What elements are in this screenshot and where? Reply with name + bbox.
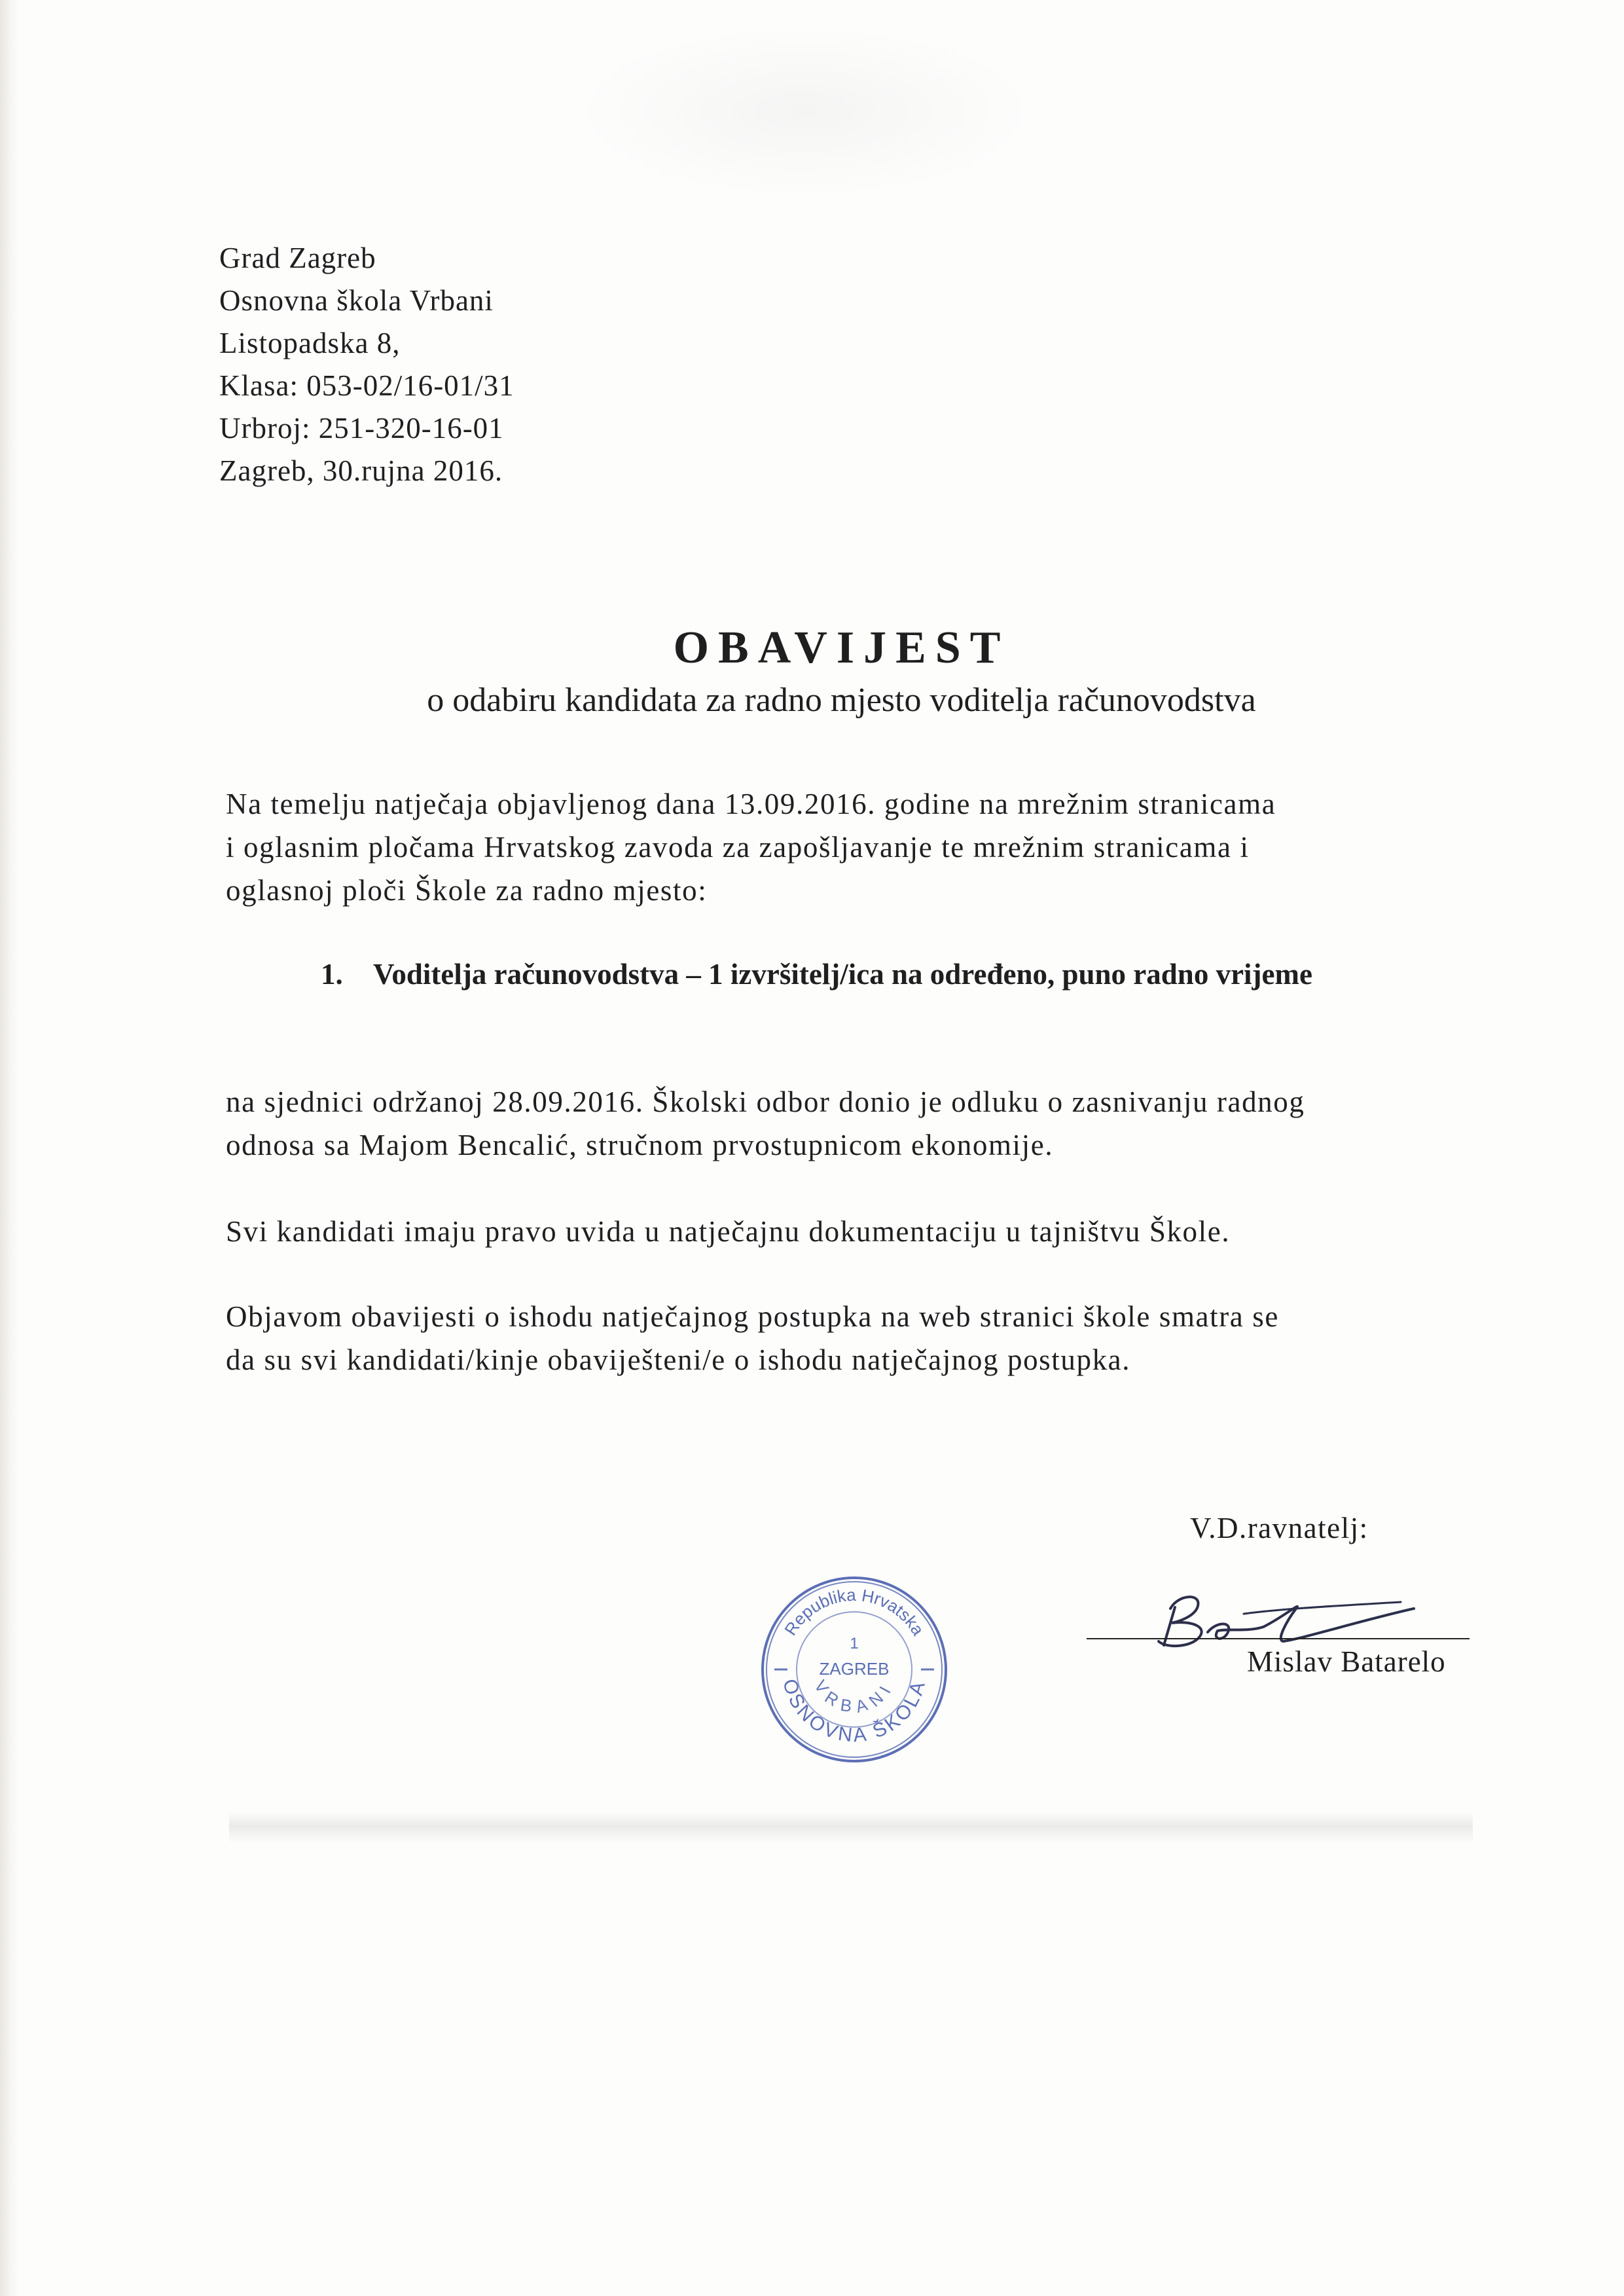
letterhead bbox=[219, 237, 514, 492]
school-stamp bbox=[756, 1571, 952, 1768]
letterhead-city: Grad Zagreb bbox=[219, 242, 376, 274]
letterhead-address: Listopadska 8, bbox=[219, 327, 401, 359]
signatory-name: Mislav Batarelo bbox=[1247, 1645, 1446, 1678]
stamp-bottom-text: OSNOVNA ŠKOLA bbox=[778, 1676, 930, 1747]
position-number: 1. bbox=[321, 958, 343, 991]
scan-artifact-band bbox=[229, 1812, 1473, 1844]
signature-line bbox=[1087, 1638, 1470, 1639]
rights-line: Svi kandidati imaju pravo uvida u natječajnu dokumentaciju u tajništvu Škole. bbox=[226, 1215, 1231, 1248]
publication-paragraph bbox=[226, 1295, 1470, 1381]
publication-line: da su svi kandidati/kinje obaviješteni/e o ishodu natječajnog postupka. bbox=[226, 1343, 1131, 1376]
scan-bleedthrough bbox=[576, 26, 1034, 196]
letterhead-klasa: Klasa: 053-02/16-01/31 bbox=[219, 369, 514, 402]
decision-paragraph bbox=[226, 1080, 1470, 1167]
decision-line: na sjednici održanoj 28.09.2016. Školski odbor donio je odluku o zasnivanju radnog bbox=[226, 1085, 1305, 1118]
intro-line: Na temelju natječaja objavljenog dana 13.09.2016. godine na mrežnim stranicama bbox=[226, 788, 1276, 820]
document-title: OBAVIJEST bbox=[673, 623, 1010, 673]
position-list-item bbox=[321, 957, 1312, 991]
intro-line: oglasnoj ploči Škole za radno mjesto: bbox=[226, 874, 708, 907]
rights-paragraph bbox=[226, 1210, 1470, 1253]
letterhead-date: Zagreb, 30.rujna 2016. bbox=[219, 454, 503, 487]
stamp-inner-text: VRBANI bbox=[810, 1676, 898, 1717]
letterhead-urbroj: Urbroj: 251-320-16-01 bbox=[219, 412, 504, 445]
signatory-role: V.D.ravnatelj: bbox=[1190, 1512, 1369, 1544]
stamp-outer-text: Republika Hrvatska bbox=[780, 1584, 928, 1639]
document-subtitle: o odabiru kandidata za radno mjesto voditelja računovodstva bbox=[427, 682, 1256, 719]
publication-line: Objavom obavijesti o ishodu natječajnog postupka na web stranici škole smatra se bbox=[226, 1300, 1279, 1333]
intro-paragraph bbox=[226, 782, 1470, 912]
position-text: Voditelja računovodstva – 1 izvršitelj/ica na određeno, puno radno vrijeme bbox=[373, 958, 1312, 991]
stamp-number: 1 bbox=[850, 1635, 859, 1652]
scan-edge-shadow bbox=[0, 0, 20, 2296]
stamp-city: ZAGREB bbox=[819, 1659, 890, 1679]
letterhead-school: Osnovna škola Vrbani bbox=[219, 284, 494, 317]
intro-line: i oglasnim pločama Hrvatskog zavoda za zapošljavanje te mrežnim stranicama i bbox=[226, 831, 1250, 864]
decision-line: odnosa sa Majom Bencalić, stručnom prvostupnicom ekonomije. bbox=[226, 1129, 1054, 1161]
